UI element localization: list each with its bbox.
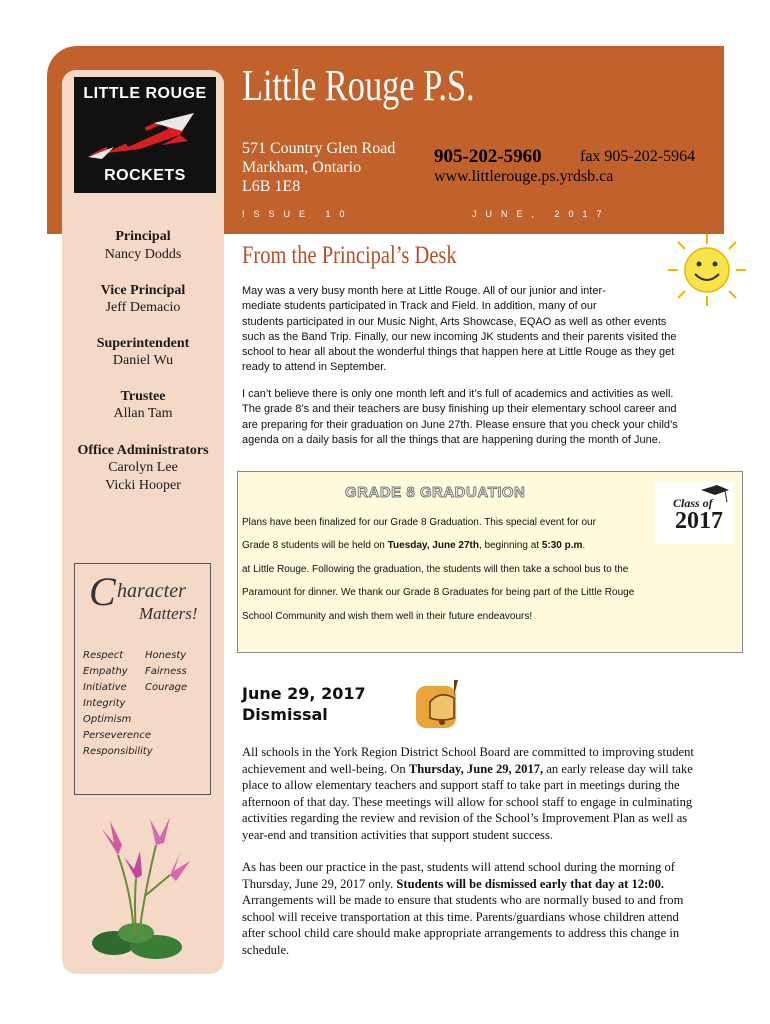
rocket-logo-icon [84, 105, 208, 163]
text-line: May was a very busy month here at Little Rouge. All of our junior and inter- [242, 285, 606, 297]
text-line: activities regarding the review and revision of the School’s Improvement Plan as well as [242, 811, 688, 826]
character-title: haracter [117, 580, 186, 602]
text-line: place to allow elementary teachers and support staff to take part in meetings during the [242, 778, 680, 793]
text-line: All schools in the York Region District School Board are committed to improving student [242, 745, 694, 759]
principal-desk-heading: From the Principal’s Desk [242, 242, 457, 269]
trait-item: Courage [145, 682, 188, 693]
dismissal-paragraph-1 [242, 744, 745, 844]
text-run: , beginning at [478, 540, 542, 551]
text-line: As has been our practice in the past, students will attend school during the morning of [242, 860, 675, 874]
trait-item: Initiative [83, 682, 127, 693]
badge-year: 2017 [675, 508, 723, 534]
bell-icon [414, 676, 470, 738]
phone-number: 905-202-5960 [434, 146, 542, 167]
staff-name: Vicki Hooper [105, 478, 181, 493]
dismissal-heading [242, 683, 366, 725]
character-subtitle: Matters! [139, 604, 198, 623]
trait-item: Integrity [83, 698, 126, 709]
text-line: schedule. [242, 942, 290, 957]
address-line: 571 Country Glen Road [242, 140, 396, 157]
text-line: school will receive transportation at this time. Parents/guardians whose children attend [242, 909, 679, 924]
text-line: The grade 8’s and their teachers are busy finishing up their elementary school career and [242, 403, 677, 416]
text-line: school to hear all about the wonderful things that happen here at Little Rouge as they get [242, 346, 675, 359]
graduation-line: Paramount for dinner. We thank our Grade 8 Graduates for being part of the Little Rouge [242, 587, 635, 598]
graduation-line: School Community and wish them well in their future endeavours! [242, 611, 533, 622]
text-run: Thursday, June 29, 2017 only. [242, 876, 397, 891]
text-line: agenda on a daily basis for all the things that are happening during the month of June. [242, 433, 661, 446]
graduation-line [242, 540, 585, 551]
address-line: Markham, Ontario [242, 159, 362, 176]
staff-role: Office Administrators [77, 443, 209, 458]
text-line: year-end and transition activities that support student success. [242, 827, 554, 842]
dismissal-paragraph-2 [242, 859, 745, 959]
graduation-line: at Little Rouge. Following the graduation, the students will then take a school bus to the [242, 564, 629, 575]
staff-name: Nancy Dodds [104, 247, 182, 262]
graduation-time: 5:30 p.m [541, 540, 583, 551]
issue-number: ISSUE 10 [242, 209, 354, 219]
dismissal-time: Students will be dismissed early that day at 12:00. [396, 876, 665, 891]
logo-text-bottom: ROCKETS [104, 167, 186, 184]
badge-top-text: Class of [673, 496, 713, 510]
text-line: afternoon of that day. These meetings will allow for school staff to engage in culminating [242, 794, 693, 809]
staff-name: Allan Tam [113, 406, 173, 421]
graduation-heading: GRADE 8 GRADUATION [345, 484, 526, 501]
dismissal-heading-date: June 29, 2017 [242, 684, 366, 703]
website-link[interactable]: www.littlerouge.ps.yrdsb.ca [434, 168, 614, 185]
trait-item: Responsibility [83, 746, 153, 757]
text-run: an early release day will take [543, 761, 693, 776]
character-matters-box [74, 563, 211, 795]
text-line: students participated in our Music Night, Arts Showcase, EQAO as well as other events [242, 315, 667, 328]
text-line: Arrangements will be made to ensure that students who are normally bused to and from [242, 893, 684, 908]
text-line: after school child care should make appropriate arrangements to address this change in [242, 926, 680, 941]
staff-role: Trustee [120, 389, 166, 404]
staff-role: Principal [115, 229, 171, 244]
trait-item: Respect [83, 650, 124, 661]
text-line: I can’t believe there is only one month left and it’s full of academics and activities as well. [242, 388, 674, 400]
text-line [242, 761, 745, 778]
staff-name: Carolyn Lee [108, 460, 178, 475]
staff-name: Daniel Wu [112, 353, 174, 368]
text-line [242, 876, 745, 893]
principal-paragraph-1 [242, 284, 742, 376]
school-address [242, 139, 395, 196]
staff-role: Superintendent [96, 336, 190, 351]
trait-item: Empathy [83, 666, 128, 677]
staff-name: Jeff Demacio [105, 300, 181, 315]
trait-item: Perseverence [83, 730, 151, 741]
staff-role: Vice Principal [100, 283, 186, 298]
class-of-2017-badge [655, 482, 733, 544]
character-title-initial: C [89, 569, 116, 614]
text-line: mediate students participated in Track and Field. In addition, many of our [242, 300, 597, 313]
graduation-line: Plans have been finalized for our Grade 8 Graduation. This special event for our [242, 517, 596, 528]
text-run: . [582, 540, 586, 551]
text-run: achievement and well-being. On [242, 761, 409, 776]
school-logo [74, 77, 216, 193]
text-line: such as the Band Trip. Finally, our new incoming JK students and their parents visited the [242, 330, 677, 343]
trait-item: Optimism [83, 714, 132, 725]
principal-paragraph-2 [242, 387, 742, 448]
dismissal-date: Thursday, June 29, 2017, [408, 761, 544, 776]
graduation-date: Tuesday, June 27th [387, 540, 479, 551]
flower-icon [84, 815, 194, 965]
address-line: L6B 1E8 [242, 178, 301, 195]
dismissal-heading-title: Dismissal [242, 705, 328, 724]
text-run: Grade 8 students will be held on [242, 540, 388, 551]
trait-item: Fairness [145, 666, 187, 677]
text-line: ready to attend in September. [242, 361, 387, 374]
fax-number: fax 905-202-5964 [580, 148, 696, 165]
text-line: are preparing for their graduation on June 27th. Please ensure that you check your child’s [242, 418, 678, 431]
trait-item: Honesty [145, 650, 187, 661]
logo-text-top: LITTLE ROUGE [83, 85, 207, 102]
issue-date: JUNE, 2017 [472, 209, 611, 219]
school-name: Little Rouge P.S. [242, 61, 475, 110]
